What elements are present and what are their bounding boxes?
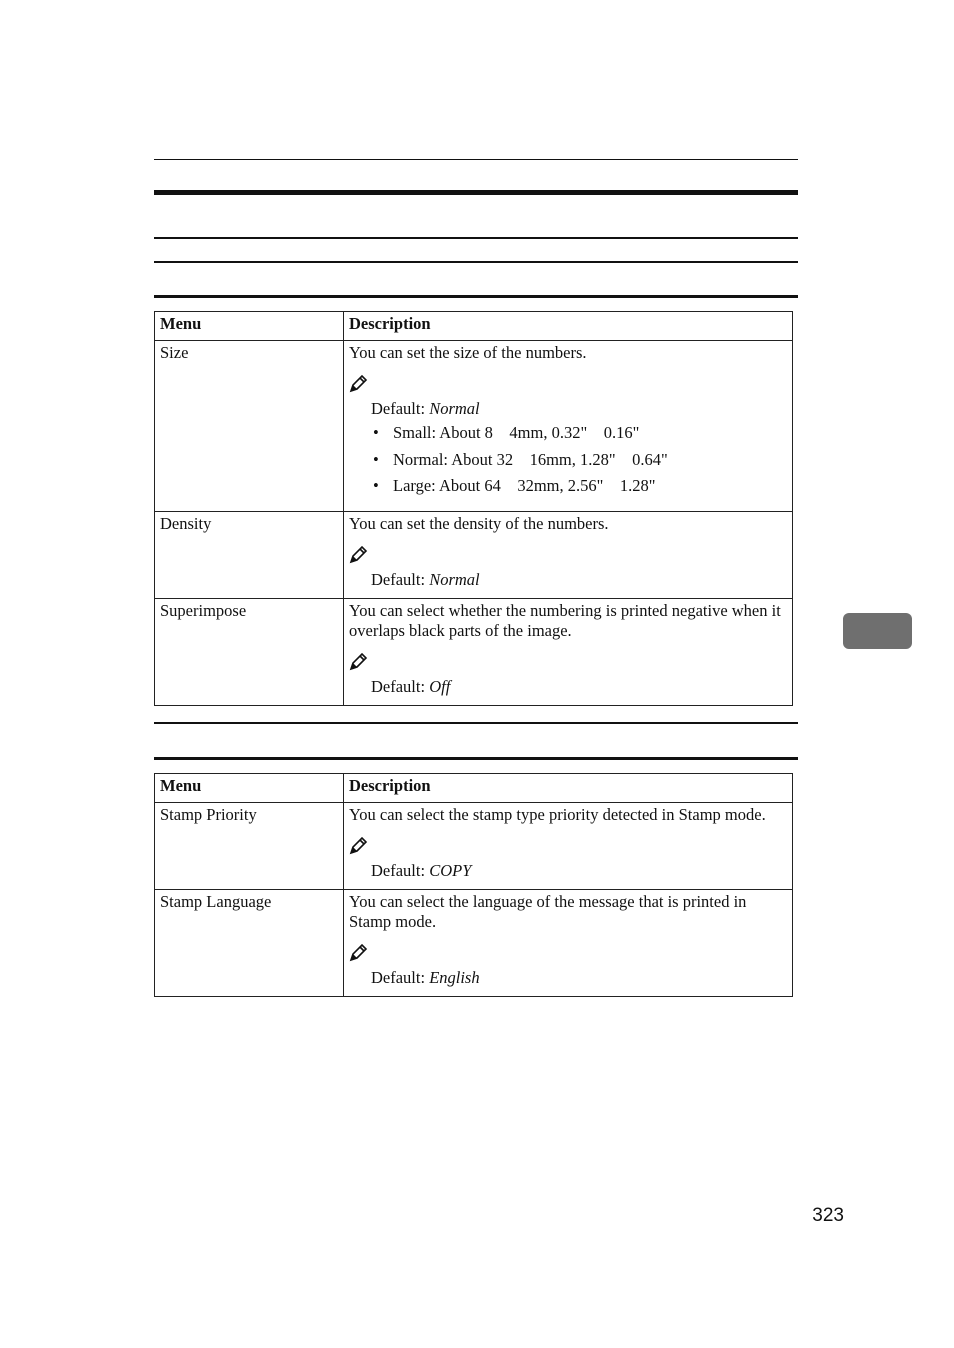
pencil-note-icon: [349, 942, 786, 962]
menu-cell: Density: [155, 511, 344, 598]
menu-cell: Stamp Language: [155, 890, 344, 997]
table-row: [155, 511, 793, 598]
description-column-header: Description: [344, 774, 793, 803]
default-value: Default: Off: [371, 676, 451, 696]
description-text: You can select whether the numbering is printed negative when it overlaps black parts of the image.: [349, 600, 781, 640]
description-column-header: Description: [344, 312, 793, 341]
table-heading-rule: [154, 295, 798, 298]
pencil-note-icon: [349, 373, 786, 393]
table-row: [155, 598, 793, 705]
table-row: [155, 341, 793, 512]
subsection-rule-stamp-top: [154, 722, 798, 724]
header-rule: [154, 159, 798, 160]
description-text: You can set the density of the numbers.: [349, 513, 609, 533]
chapter-tab-marker: [843, 613, 912, 649]
page-number: 323: [812, 1205, 844, 1226]
pencil-note-icon: [349, 651, 786, 671]
table-header-row: [155, 312, 793, 341]
description-cell: [344, 598, 793, 705]
table-row: [155, 803, 793, 890]
default-value: Default: English: [371, 968, 480, 987]
menu-cell: Size: [155, 341, 344, 512]
list-item: • Normal: About 32 16mm, 1.28" 0.64": [371, 450, 786, 470]
description-text: You can set the size of the numbers.: [349, 343, 587, 362]
description-cell: [344, 890, 793, 997]
stamp-table-heading-rule: [154, 757, 798, 760]
subsection-rule: [154, 261, 798, 263]
numbering-settings-table: [154, 311, 793, 706]
list-item: • Large: About 64 32mm, 2.56" 1.28": [371, 476, 786, 496]
description-text: You can select the language of the message that is printed in Stamp mode.: [349, 892, 747, 931]
default-value: Default: Normal: [371, 399, 480, 418]
section-title-rule: [154, 190, 798, 195]
default-value: Default: Normal: [371, 569, 480, 589]
menu-cell: Stamp Priority: [155, 803, 344, 890]
subsection-rule-top: [154, 237, 798, 239]
table-header-row: [155, 774, 793, 803]
stamp-settings-table: [154, 773, 793, 997]
menu-cell: Superimpose: [155, 598, 344, 705]
description-cell: [344, 341, 793, 512]
description-cell: [344, 803, 793, 890]
pencil-note-icon: [349, 544, 786, 564]
size-options-list: [371, 423, 786, 496]
description-cell: [344, 511, 793, 598]
default-value: Default: COPY: [371, 861, 472, 880]
menu-column-header: Menu: [155, 774, 344, 803]
list-item: • Small: About 8 4mm, 0.32" 0.16": [371, 423, 786, 443]
pencil-note-icon: [349, 835, 786, 855]
menu-column-header: Menu: [155, 312, 344, 341]
table-row: [155, 890, 793, 997]
description-text: You can select the stamp type priority detected in Stamp mode.: [349, 805, 766, 824]
